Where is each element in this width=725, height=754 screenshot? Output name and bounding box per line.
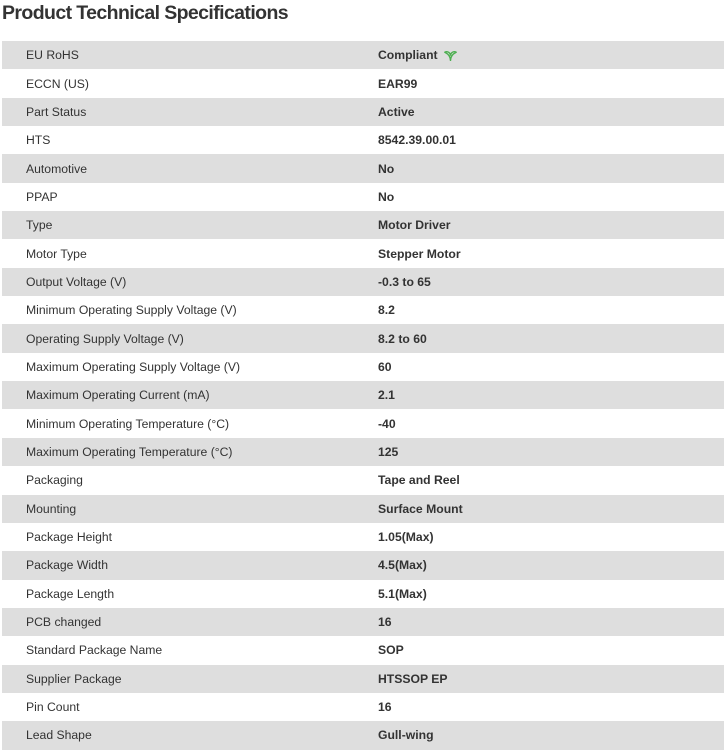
spec-value: -40 (378, 409, 724, 437)
spec-label: Package Length (2, 580, 378, 608)
spec-row-hts (2, 126, 724, 154)
spec-label: Maximum Operating Supply Voltage (V) (2, 353, 378, 381)
spec-label: PPAP (2, 183, 378, 211)
spec-value: No (378, 183, 724, 211)
spec-value: Stepper Motor (378, 239, 724, 267)
spec-value: Compliant (378, 48, 438, 63)
spec-value: SOP (378, 636, 724, 664)
spec-label: Operating Supply Voltage (V) (2, 324, 378, 352)
spec-row-eu-rohs (2, 41, 724, 69)
spec-value: Active (378, 98, 724, 126)
spec-value: 16 (378, 693, 724, 721)
spec-row-mounting (2, 495, 724, 523)
spec-label: Standard Package Name (2, 636, 378, 664)
spec-label: Minimum Operating Temperature (°C) (2, 409, 378, 437)
spec-row-eccn (2, 69, 724, 97)
spec-row-supplier-package (2, 665, 724, 693)
spec-label: Package Height (2, 523, 378, 551)
spec-label: ECCN (US) (2, 69, 378, 97)
spec-table (2, 41, 724, 750)
spec-value: 5.1(Max) (378, 580, 724, 608)
spec-table-body (2, 41, 724, 750)
spec-label: Automotive (2, 154, 378, 182)
spec-value-cell (378, 41, 724, 69)
page-title: Product Technical Specifications (2, 2, 289, 24)
spec-row-lead-shape (2, 721, 724, 749)
spec-label: Motor Type (2, 239, 378, 267)
spec-value: HTSSOP EP (378, 665, 724, 693)
spec-row-automotive (2, 154, 724, 182)
spec-label: Maximum Operating Current (mA) (2, 381, 378, 409)
spec-label: PCB changed (2, 608, 378, 636)
spec-value: Gull-wing (378, 721, 724, 749)
spec-value: 60 (378, 353, 724, 381)
spec-label: Packaging (2, 466, 378, 494)
spec-row-output-voltage (2, 268, 724, 296)
spec-value: 4.5(Max) (378, 551, 724, 579)
spec-label: Pin Count (2, 693, 378, 721)
spec-row-package-width (2, 551, 724, 579)
spec-row-package-height (2, 523, 724, 551)
spec-value: 125 (378, 438, 724, 466)
spec-value: Surface Mount (378, 495, 724, 523)
spec-row-pin-count (2, 693, 724, 721)
spec-row-supply-voltage (2, 324, 724, 352)
spec-row-type (2, 211, 724, 239)
spec-row-pcb-changed (2, 608, 724, 636)
spec-label: Maximum Operating Temperature (°C) (2, 438, 378, 466)
spec-row-max-current (2, 381, 724, 409)
spec-row-max-temperature (2, 438, 724, 466)
spec-row-part-status (2, 98, 724, 126)
spec-label: Package Width (2, 551, 378, 579)
spec-value: EAR99 (378, 69, 724, 97)
spec-row-min-supply-voltage (2, 296, 724, 324)
spec-value: -0.3 to 65 (378, 268, 724, 296)
spec-value: 2.1 (378, 381, 724, 409)
spec-row-packaging (2, 466, 724, 494)
spec-label: HTS (2, 126, 378, 154)
spec-value: 8542.39.00.01 (378, 126, 724, 154)
spec-label: Supplier Package (2, 665, 378, 693)
spec-label: Type (2, 211, 378, 239)
spec-label: Part Status (2, 98, 378, 126)
spec-value: Motor Driver (378, 211, 724, 239)
spec-value: No (378, 154, 724, 182)
spec-row-max-supply-voltage (2, 353, 724, 381)
spec-row-min-temperature (2, 409, 724, 437)
spec-value: Tape and Reel (378, 466, 724, 494)
spec-value: 8.2 (378, 296, 724, 324)
spec-label: Minimum Operating Supply Voltage (V) (2, 296, 378, 324)
spec-label: EU RoHS (2, 41, 378, 69)
spec-label: Lead Shape (2, 721, 378, 749)
spec-value: 16 (378, 608, 724, 636)
spec-value: 1.05(Max) (378, 523, 724, 551)
green-leaf-icon (444, 50, 457, 61)
spec-label: Output Voltage (V) (2, 268, 378, 296)
spec-value: 8.2 to 60 (378, 324, 724, 352)
spec-row-motor-type (2, 239, 724, 267)
spec-label: Mounting (2, 495, 378, 523)
spec-row-ppap (2, 183, 724, 211)
spec-row-standard-package (2, 636, 724, 664)
spec-row-package-length (2, 580, 724, 608)
